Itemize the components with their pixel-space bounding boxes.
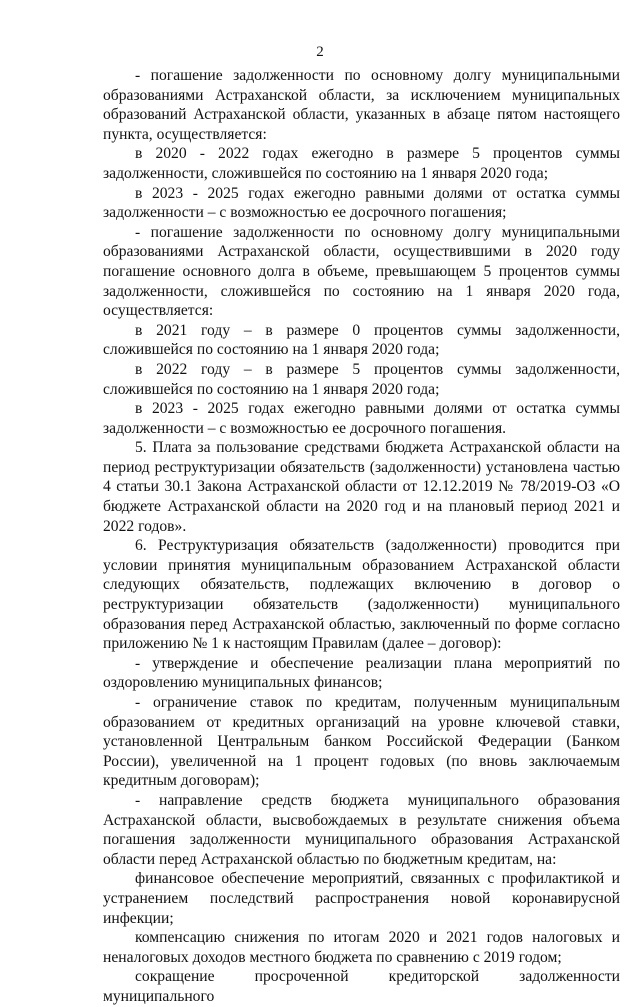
paragraph: финансовое обеспечение мероприятий, связанных с профилактикой и устранением последствий распространения новой коронавирусной инфекции; [103, 870, 620, 927]
paragraph: 5. Плата за пользование средствами бюджета Астраханской области на период реструктуризации обязательств (задолженности) установлена частью 4 статьи 30.1 Закона Астраханской области от 12.12.2019 № 78/2019-ОЗ «О бюджете Астраханской области на 2020 год и на плановый период 2021 и 2022 годов». [103, 439, 620, 535]
paragraph: - утверждение и обеспечение реализации плана мероприятий по оздоровлению муниципальных финансов; [103, 654, 620, 692]
paragraph: компенсацию снижения по итогам 2020 и 2021 годов налоговых и неналоговых доходов местного бюджета по сравнению с 2019 годом; [103, 929, 620, 966]
paragraph: - направление средств бюджета муниципального образования Астраханской области, высвобождаемых в результате снижения объема погашения задолженности муниципального образования Астраханской области перед Астраханской областью по бюджетным кредитам, на: [103, 791, 620, 868]
paragraph: 6. Реструктуризация обязательств (задолженности) проводится при условии принятия муниципальным образованием Астраханской области следующих обязательств, подлежащих включению в договор о реструктуризации обязательств (задолженности) муниципального образования перед Астраханской областью, заключенный по форме согласно приложению № 1 к настоящим Правилам (далее – договор): [103, 537, 620, 653]
document-body [103, 66, 620, 1007]
paragraph: в 2023 - 2025 годах ежегодно равными долями от остатка суммы задолженности – с возможностью ее досрочного погашения; [103, 184, 620, 222]
paragraph: - погашение задолженности по основному долгу муниципальными образованиями Астраханской области, за исключением муниципальных образований Астраханской области, указанных в абзаце пятом настоящего пункта, осуществляется: [103, 67, 620, 143]
paragraph: в 2021 году – в размере 0 процентов суммы задолженности, сложившейся по состоянию на 1 января 2020 года; [103, 321, 620, 359]
paragraph: - ограничение ставок по кредитам, полученным муниципальным образованием от кредитных организаций на уровне ключевой ставки, установленной Центральным банком Российской Федерации (Банком России), увеличенной на 1 процент годовых (по вновь заключаемым кредитным договорам); [103, 694, 620, 790]
paragraph: сокращение просроченной кредиторской задолженности муниципального [103, 968, 620, 1005]
page-number: 2 [316, 44, 324, 60]
paragraph: в 2022 году – в размере 5 процентов суммы задолженности, сложившейся по состоянию на 1 января 2020 года; [103, 360, 620, 398]
paragraph: - погашение задолженности по основному долгу муниципальными образованиями Астраханской области, осуществившими в 2020 году погашение основного долга в объеме, превышающем 5 процентов суммы задолженности, сложившейся по состоянию на 1 января 2020 года, осуществляется: [103, 223, 620, 320]
paragraph: в 2023 - 2025 годах ежегодно равными долями от остатка суммы задолженности – с возможностью ее досрочного погашения. [103, 400, 620, 437]
paragraph: в 2020 - 2022 годах ежегодно в размере 5 процентов суммы задолженности, сложившейся по состоянию на 1 января 2020 года; [103, 145, 620, 182]
